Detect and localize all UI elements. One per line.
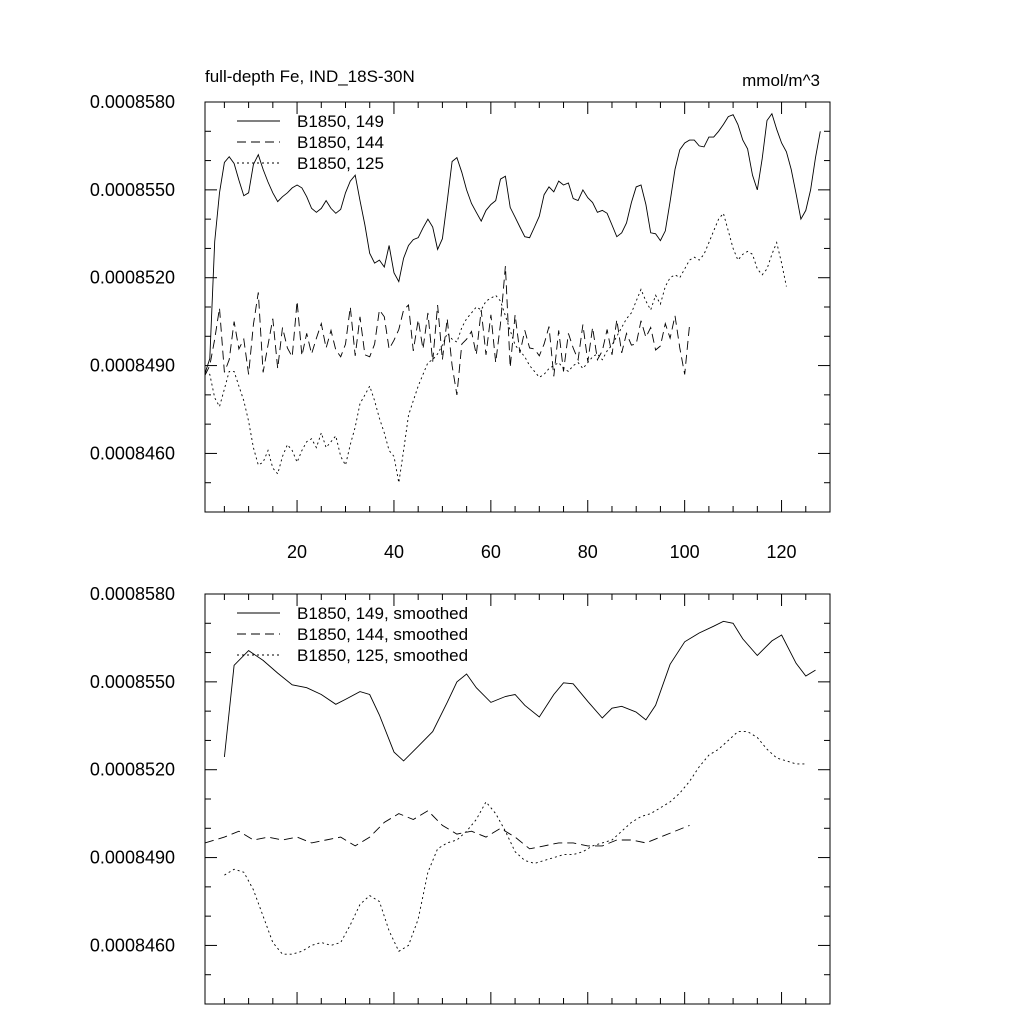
chart-panel-1 bbox=[90, 67, 830, 562]
x-tick-label: 100 bbox=[669, 542, 700, 562]
y-tick-label: 0.0008520 bbox=[89, 759, 175, 780]
series-line-1 bbox=[205, 114, 820, 374]
x-tick-label: 40 bbox=[383, 542, 404, 562]
legend-label: B1850, 125 bbox=[297, 154, 384, 173]
chart-title: full-depth Fe, IND_18S-30N bbox=[205, 67, 415, 86]
y-tick-label: 0.0008490 bbox=[89, 847, 175, 868]
y-tick-label: 0.0008550 bbox=[89, 179, 175, 200]
legend-label: B1850, 144, smoothed bbox=[297, 625, 469, 644]
y-tick-label: 0.0008580 bbox=[89, 92, 175, 112]
x-tick-label: 20 bbox=[287, 542, 308, 562]
y-tick-label: 0.0008460 bbox=[89, 443, 175, 464]
legend-label: B1850, 125, smoothed bbox=[297, 646, 469, 665]
legend bbox=[237, 112, 384, 173]
y-tick-label: 0.0008490 bbox=[89, 355, 175, 376]
legend-label: B1850, 149 bbox=[297, 112, 384, 131]
legend bbox=[237, 604, 468, 665]
legend-label: B1850, 149, smoothed bbox=[297, 604, 469, 623]
y-tick-label: 0.0008580 bbox=[89, 584, 175, 604]
x-tick-label: 80 bbox=[577, 542, 598, 562]
series-line-3 bbox=[205, 213, 786, 482]
chart-panel-2 bbox=[90, 584, 830, 1004]
y-tick-label: 0.0008550 bbox=[89, 671, 175, 692]
series-line-2 bbox=[205, 811, 690, 849]
series-line-2 bbox=[205, 266, 690, 395]
y-tick-label: 0.0008520 bbox=[89, 267, 175, 288]
legend-label: B1850, 144 bbox=[297, 133, 384, 152]
units-label: mmol/m^3 bbox=[742, 71, 820, 90]
y-tick-label: 0.0008460 bbox=[89, 935, 175, 956]
x-tick-label: 120 bbox=[766, 542, 797, 562]
x-tick-label: 60 bbox=[480, 542, 501, 562]
